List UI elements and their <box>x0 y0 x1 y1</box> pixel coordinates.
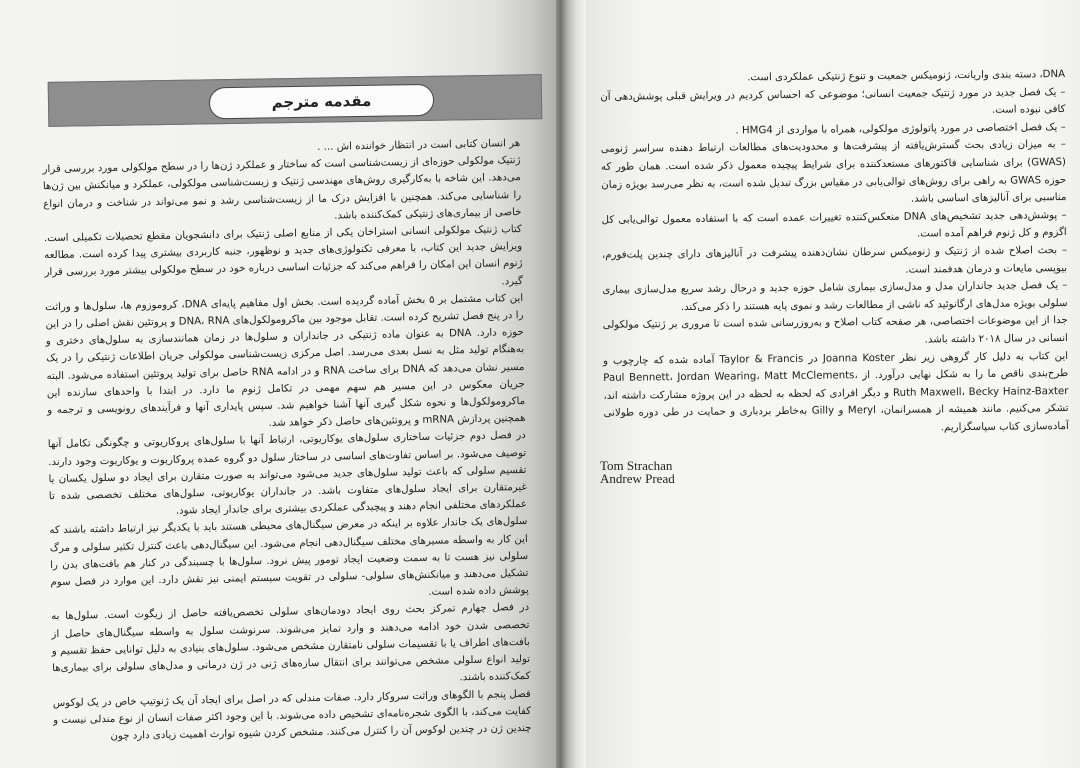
left-page-body <box>42 135 531 746</box>
paragraph: سلول‌های یک جاندار علاوه بر اینکه در معرض سیگنال‌های محیطی هستند باید با یکدیگر نیز ارتباط داشته باشند که این کار به واسطه مسیرهای مختلف سیگنال‌دهی انجام می‌شود. این سیگنال‌دهی باعث کنترل تکثیر سلولی و مرگ سلولی نیز هست تا به سمت وضعیت ایجاد تومور پیش نرود. سلول‌ها با چسبندگی در کنار هم بافت‌های بدن را تشکیل می‌دهند و میانکنش‌های سلولی- سلولی در تقویت سیستم ایمنی نیز نقش دارد. این موارد در فصل سوم پوشش داده شده است. <box>49 516 529 599</box>
bullet-paragraph: – یک فصل جدید جانداران مدل و مدل‌سازی بیماری شامل حوزه جدید و درحال رشد سریع مدل‌سازی بیماری سلولی بویژه مدل‌های ارگانوئید که ناشی از مطالعات رشد و نموی پایه هستند را ذکر می‌کند. <box>602 280 1068 313</box>
acknowledgements-paragraph: این کتاب به دلیل کار گروهی زیر نظر Joanna Koster در Taylor & Francis آماده شده که چارچوب و طرح‌بندی ناقص ما را به شکل نهایی درآورد. از Paul Bennett، Jordan Wearing، Matt McClements، Ruth Maxwell، Becky Hainz-Baxter و دیگر افرادی که لحظه به لحظه در این پروژه مشارکت داشته اند، تشکر می‌کنیم. مانند همیشه از همسرانمان، Meryl و Gilly به‌خاطر بردباری و حمایت در طی دوره طولانی آماده‌سازی کتاب سپاسگزاریم. <box>603 350 1069 434</box>
paragraph: هر انسان کتابی است در انتظار خواننده اش ... . <box>317 137 521 153</box>
chapter-title-banner <box>48 74 543 127</box>
paragraph: در فصل دوم جزئیات ساختاری سلول‌های یوکاریوتی، ارتباط آنها با سلول‌های پروکاریوتی و چگونگی تکامل آنها توصیف می‌شود. بر اساس تفاوت‌های اساسی در ساختار سلول دو گروه عمده پروکاریوت و یوکاریوت وجود دارند. تقسیم سلولی که باعث تولید سلول‌های جدید می‌شود می‌تواند به صورت متقارن برای ایجاد دو سلول یکسان یا غیرمتقارن برای ایجاد سلول‌های متفاوت باشد. در جانداران یوکاریوتی، سلول‌های مختلف تخصصی شده تا عملکردهای مختلفی انجام دهند و پیچیدگی عملکردی بیشتری برای جاندار ایجاد شود. <box>47 430 528 517</box>
bullet-paragraph: – به میزان زیادی بحث گسترش‌یافته از پیشرفت‌ها و محدودیت‌های مطالعات ارتباط دهنده سراسر ژنومی (GWAS) برای شناسایی فاکتورهای مستعدکننده برای شرایط پیچیده معمول ذکر شده است. همان طور که حوزه GWAS به راهی برای روش‌های توالی‌یابی در مقیاس بزرگ تبدیل شده است، به نظر می‌رسد بویژه زمان مناسبی برای آنالیزهای اساسی باشد. <box>600 139 1067 205</box>
bullet-paragraph: – یک فصل اختصاصی در مورد پاتولوژی مولکولی، همراه با مواردی از HMG4 . <box>735 121 1066 137</box>
paragraph: فصل پنجم با الگوهای وراثت سروکار دارد. صفات مندلی که در اصل برای ایجاد آن یک ژنوتیپ خاص در یک لوکوس کفایت می‌کند، با الگوی شجره‌نامه‌ای تشخیص داده می‌شوند. با این وجود اکثر صفات انسان از نوع مندلی نیست و چندین ژن در چندین لوکوس آن را کنترل می‌کنند. مشخص کردن شیوه توارث اهمیت زیادی دارد چون <box>52 688 532 742</box>
chapter-title: مقدمه مترجم <box>271 91 372 112</box>
author-name: Andrew Pread <box>600 471 675 486</box>
paragraph: ژنتیک مولکولی حوزه‌ای از زیست‌شناسی است که ساختار و عملکرد ژن‌ها را در سطح مولکولی مورد بررسی قرار می‌دهد. این شاخه با به‌کارگیری روش‌های مهندسی ژنتیک و زیست‌شناسی مولکولی، عملکرد و میانکنش بین ژن‌ها را شناسایی می‌کند. همچنین با افزایش درک ما از زیست‌شناسی رشد و نمو می‌تواند در شناخت و درمان انواع خاصی از بیماری‌های ژنتیکی کمک‌کننده باشد. <box>42 155 522 222</box>
author-name: Tom Strachan <box>600 458 673 473</box>
paragraph: DNA، دسته بندی واریانت، ژنومیکس جمعیت و تنوع ژنتیکی عملکردی است. <box>747 68 1066 84</box>
paragraph: کتاب ژنتیک مولکولی انسانی استراخان یکی از منابع اصلی ژنتیک برای دانشجویان مقطع تحصیلات تکمیلی است. ویرایش جدید این کتاب، با معرفی تکنولوژی‌های جدید و نوظهور، جنبه کاربردی بیشتری پیدا کرده است. مطالعه ژنوم انسان این امکان را فراهم می‌کند که جزئیات اساسی درباره خود در سطح مولکولی بیشتر مورد بررسی قرار گیرد. <box>43 223 523 288</box>
bullet-paragraph: – پوشش‌دهی جدید تشخیص‌های DNA منعکس‌کننده تغییرات عمده است که با استفاده معمول توالی‌یابی کل اگزوم و کل ژنوم فراهم آمده است. <box>601 209 1067 240</box>
right-page-body <box>600 66 1069 440</box>
bullet-paragraph: – بحث اصلاح شده از ژنتیک و ژنومیکس سرطان نشان‌دهنده پیشرفت در آنالیزهای دارای چندین پلت‌فورم، بیوپسی مایعات و درمان هدفمند است. <box>601 244 1068 276</box>
bullet-paragraph: – یک فصل جدید در مورد ژنتیک جمعیت انسانی؛ موضوعی که احساس کردیم در ویرایش قبلی پوشش‌دهی آن کافی نبوده است. <box>600 86 1066 116</box>
paragraph: جدا از این موضوعات اختصاصی، هر صفحه کتاب اصلاح و به‌روزرسانی شده است تا مروری بر ژنتیک مولکولی انسانی در سال ۲۰۱۸ داشته باشد. <box>602 315 1068 346</box>
author-signature <box>600 459 675 485</box>
chapter-title-pill <box>209 84 434 120</box>
paragraph: این کتاب مشتمل بر ۵ بخش آماده گردیده است. بخش اول مفاهیم پایه‌ای DNA، کروموزوم ها، سلول‌ها و وراثت را در پنج فصل تشریح کرده است. تقابل موجود بین ماکرومولکول‌های DNA، RNA و پروتئین نقش اصلی را در این حوزه دارد. DNA به عنوان ماده ژنتیکی در جانداران و سلول‌ها در زمان همانندسازی به سلول‌های دختری و به‌هنگام تولید مثل به نسل بعدی می‌رسد. اصل مرکزی زیست‌شناسی مولکولی جریان اطلاعات ژنتیکی را در یک مسیر نشان می‌دهد که DNA برای ساخت RNA و در ادامه RNA حاصل برای تولید پروتئین استفاده می‌شود. البته جریان معکوس در این مسیر هم سهم مهمی در تکامل ژنوم ما دارد. در ابتدا با واحدهای سازنده این ماکرومولکول‌ها و نحوه شکل گیری آنها آشنا خواهیم شد. سپس پایداری آنها و فرآیندهای رونویسی و ترجمه و همچنین پردازش mRNA و پروتئین‌های حاصل ذکر خواهد شد. <box>45 292 526 430</box>
paragraph: در فصل چهارم تمرکز بحث روی ایجاد دودمان‌های سلولی تخصص‌یافته حاصل از زیگوت است. سلول‌ها به تخصصی شدن خود ادامه می‌دهند و وارد تمایز می‌شوند. سرنوشت سلول به واسطه سیگنال‌های حاصل از بافت‌های اطراف یا با تقسیمات سلولی نامتقارن مشخص می‌شود. سلول‌های بنیادی به دلیل توانایی حفظ تقسیم و تولید انواع سلولی مشخص می‌توانند برای انتقال سازه‌های ژنی در ژن درمانی و مدل‌های سلولی برای بیماری‌ها کمک‌کننده باشند. <box>51 602 531 684</box>
book-gutter <box>556 0 586 768</box>
